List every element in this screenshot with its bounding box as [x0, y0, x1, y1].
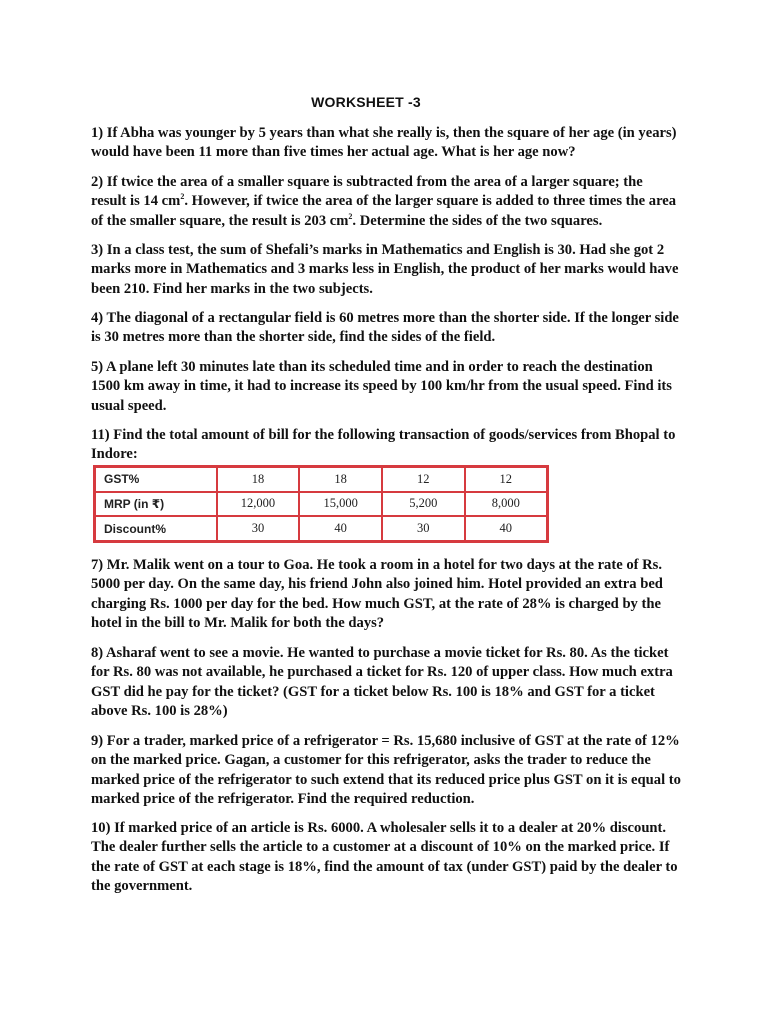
table-cell: 40	[465, 516, 548, 541]
question-2	[91, 173, 681, 231]
table-row	[95, 492, 548, 517]
superscript-2a: 2	[180, 192, 185, 202]
question-4: 4) The diagonal of a rectangular field is 60 metres more than the shorter side. If the longer side is 30 metres more than the shorter side, find the sides of the field.	[91, 310, 679, 346]
question-2-part3: . Determine the sides of the two squares.	[352, 212, 603, 229]
table-cell: 12	[382, 467, 464, 492]
table-cell: 12,000	[217, 492, 300, 517]
table-cell: 30	[382, 516, 464, 541]
question-10: 10) If marked price of an article is Rs. 6000. A wholesaler sells it to a dealer at 20% discount. The dealer further sells the article to a customer at a discount of 10% on the marked price. If the rate of GST at each stage is 18%, find the amount of tax (under GST) paid by the dealer to the government.	[91, 820, 678, 895]
question-2-part1: 2) If twice the area of a smaller square is subtracted from the area of a larger square; the result is 14 cm	[91, 174, 643, 210]
question-11: 11) Find the total amount of bill for the following transaction of goods/services from Bhopal to Indore:	[91, 427, 676, 463]
table-cell: 12	[465, 467, 548, 492]
question-1: 1) If Abha was younger by 5 years than what she really is, then the square of her age (in years) would have been 11 more than five times her actual age. What is her age now?	[91, 125, 677, 161]
table-cell: 18	[299, 467, 382, 492]
table-cell: 18	[217, 467, 300, 492]
table-row	[95, 467, 548, 492]
table-row	[95, 516, 548, 541]
table-cell: 15,000	[299, 492, 382, 517]
question-7: 7) Mr. Malik went on a tour to Goa. He took a room in a hotel for two days at the rate of Rs. 5000 per day. On the same day, his friend John also joined him. Hotel provided an extra bed charging Rs. 1000 per day for the bed. How much GST, at the rate of 28% is charged by the hotel in the bill to Mr. Malik for both the days?	[91, 557, 663, 632]
superscript-2b: 2	[348, 211, 353, 221]
table-cell: 30	[217, 516, 300, 541]
question-5: 5) A plane left 30 minutes late than its scheduled time and in order to reach the destination 1500 km away in time, it had to increase its speed by 100 km/hr from the usual speed. Find its usual speed.	[91, 359, 672, 414]
row-label-mrp: MRP (in ₹)	[95, 492, 217, 517]
table-cell: 5,200	[382, 492, 464, 517]
question-3: 3) In a class test, the sum of Shefali’s marks in Mathematics and English is 30. Had she got 2 marks more in Mathematics and 3 marks less in English, the product of her marks would have been 210. Find her marks in the two subjects.	[91, 242, 679, 297]
row-label-gst: GST%	[95, 467, 217, 492]
row-label-discount: Discount%	[95, 516, 217, 541]
table-cell: 40	[299, 516, 382, 541]
question-2-part2: . However, if twice the area of the larger square is added to three times the area of the smaller square, the result is 203 cm	[91, 193, 677, 229]
page-title: WORKSHEET -3	[311, 94, 421, 110]
question-9: 9) For a trader, marked price of a refrigerator = Rs. 15,680 inclusive of GST at the rate of 12% on the marked price. Gagan, a customer for this refrigerator, asks the trader to reduce the marked price of the refrigerator to such extend that its reduced price plus GST on it is equal to marked price of the refrigerator. Find the required reduction.	[91, 733, 681, 808]
table-cell: 8,000	[465, 492, 548, 517]
question-8: 8) Asharaf went to see a movie. He wanted to purchase a movie ticket for Rs. 80. As the ticket for Rs. 80 was not available, he purchased a ticket for Rs. 120 of upper class. How much extra GST did he pay for the ticket? (GST for a ticket below Rs. 100 is 18% and GST for a ticket above Rs. 100 is 28%)	[91, 645, 673, 720]
gst-table	[93, 465, 549, 543]
